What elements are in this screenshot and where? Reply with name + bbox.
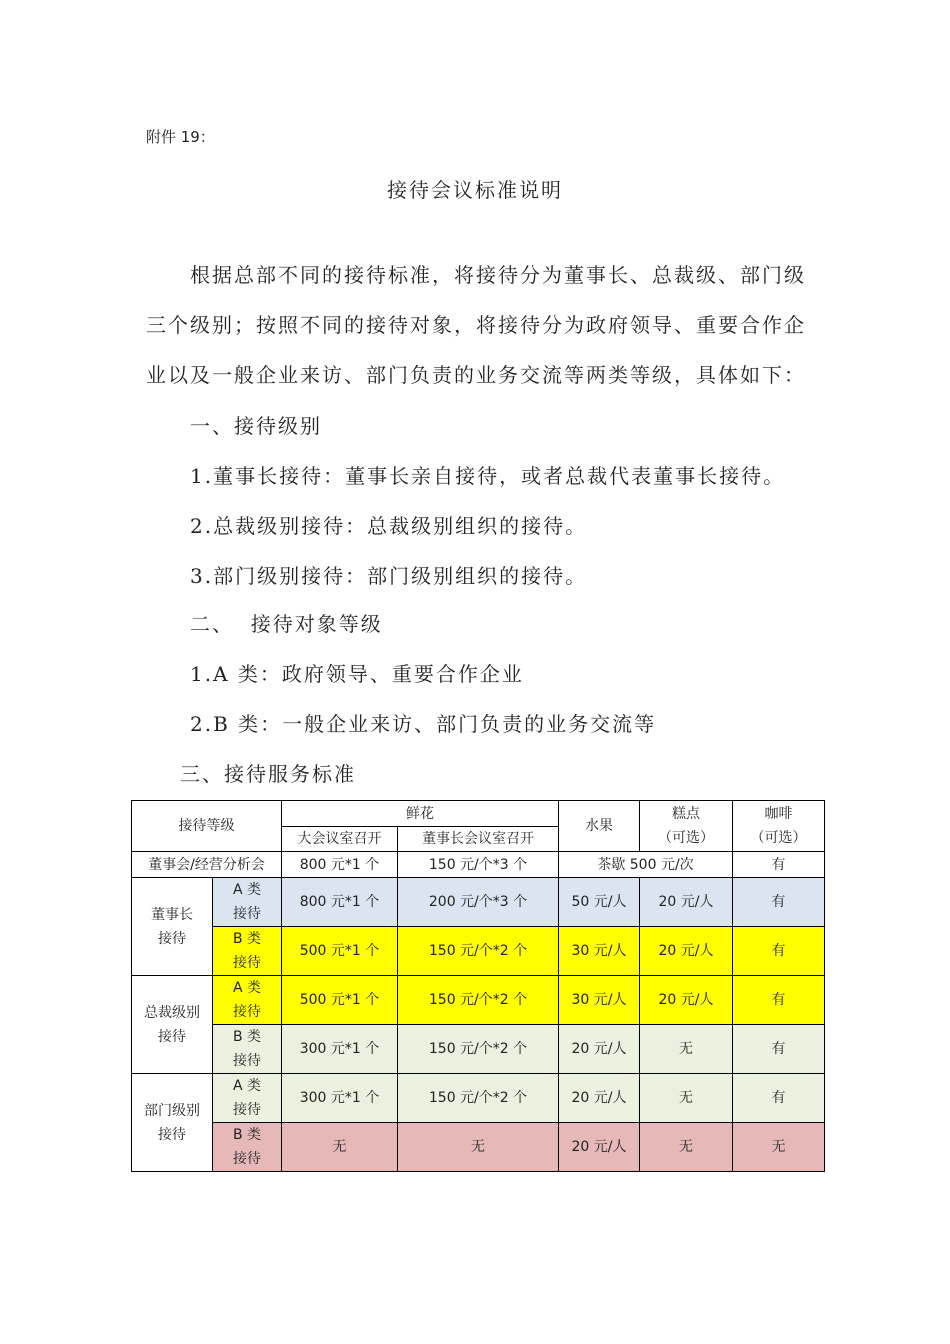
cell-chair: 150 元/个*2 个 xyxy=(398,927,559,976)
header-cake-optional: （可选） xyxy=(658,830,714,846)
table-row xyxy=(132,976,825,1025)
header-coffee xyxy=(733,801,825,852)
cell-cake: 无 xyxy=(640,1123,733,1172)
section-1-item: 2.总裁级别接待：总裁级别组织的接待。 xyxy=(190,514,588,538)
class-label-text: B 类接待 xyxy=(232,1029,262,1069)
section-1-title: 一、接待级别 xyxy=(190,414,322,438)
board-tea: 茶歇 500 元/次 xyxy=(559,852,733,878)
board-big: 800 元*1 个 xyxy=(282,852,398,878)
header-level: 接待等级 xyxy=(132,801,282,852)
header-flowers: 鲜花 xyxy=(282,801,559,827)
cell-chair: 150 元/个*2 个 xyxy=(398,976,559,1025)
table-row xyxy=(132,1025,825,1074)
class-label xyxy=(213,1025,282,1074)
section-1-item: 1.董事长接待：董事长亲自接待，或者总裁代表董事长接待。 xyxy=(190,464,786,488)
cell-cake: 20 元/人 xyxy=(640,878,733,927)
header-coffee-optional: （可选） xyxy=(750,830,807,846)
table-row xyxy=(132,878,825,927)
cell-chair: 无 xyxy=(398,1123,559,1172)
cell-big: 500 元*1 个 xyxy=(282,927,398,976)
board-chair: 150 元/个*3 个 xyxy=(398,852,559,878)
class-label xyxy=(213,927,282,976)
header-fruit: 水果 xyxy=(559,801,640,852)
section-1-item: 3.部门级别接待：部门级别组织的接待。 xyxy=(190,564,588,588)
group-label xyxy=(132,976,213,1074)
group-label-text: 总裁级别接待 xyxy=(144,1004,200,1045)
cell-chair: 150 元/个*2 个 xyxy=(398,1074,559,1123)
section-2-item: 1.A 类：政府领导、重要合作企业 xyxy=(190,662,524,686)
header-cake xyxy=(640,801,733,852)
cell-fruit: 30 元/人 xyxy=(559,976,640,1025)
intro-paragraph xyxy=(146,250,816,400)
table-header-row xyxy=(132,801,825,827)
cell-big: 800 元*1 个 xyxy=(282,878,398,927)
table-row xyxy=(132,1123,825,1172)
class-label xyxy=(213,976,282,1025)
cell-cake: 20 元/人 xyxy=(640,927,733,976)
group-label xyxy=(132,878,213,976)
group-label-text: 董事长接待 xyxy=(151,906,193,947)
cell-cake: 无 xyxy=(640,1025,733,1074)
group-label-text: 部门级别接待 xyxy=(144,1102,200,1143)
document-title: 接待会议标准说明 xyxy=(387,178,563,202)
class-label-text: A 类接待 xyxy=(232,1078,262,1118)
header-big-room: 大会议室召开 xyxy=(282,827,398,852)
cell-fruit: 30 元/人 xyxy=(559,927,640,976)
cell-chair: 200 元/个*3 个 xyxy=(398,878,559,927)
cell-fruit: 20 元/人 xyxy=(559,1123,640,1172)
table-row-board xyxy=(132,852,825,878)
board-label: 董事会/经营分析会 xyxy=(132,852,282,878)
cell-coffee: 有 xyxy=(733,927,825,976)
section-3-title: 三、接待服务标准 xyxy=(180,762,356,786)
cell-coffee: 有 xyxy=(733,878,825,927)
table-row xyxy=(132,1074,825,1123)
cell-big: 300 元*1 个 xyxy=(282,1074,398,1123)
board-coffee: 有 xyxy=(733,852,825,878)
header-coffee-label: 咖啡 xyxy=(764,806,793,822)
cell-coffee: 无 xyxy=(733,1123,825,1172)
cell-big: 500 元*1 个 xyxy=(282,976,398,1025)
cell-coffee: 有 xyxy=(733,1074,825,1123)
class-label xyxy=(213,1123,282,1172)
cell-chair: 150 元/个*2 个 xyxy=(398,1025,559,1074)
class-label-text: B 类接待 xyxy=(232,1127,262,1167)
cell-big: 300 元*1 个 xyxy=(282,1025,398,1074)
section-2-item: 2.B 类：一般企业来访、部门负责的业务交流等 xyxy=(190,712,657,736)
header-chair-room: 董事长会议室召开 xyxy=(398,827,559,852)
cell-coffee: 有 xyxy=(733,976,825,1025)
reception-standard-table xyxy=(131,800,825,1172)
attachment-label: 附件 19： xyxy=(146,128,215,146)
cell-fruit: 50 元/人 xyxy=(559,878,640,927)
cell-cake: 20 元/人 xyxy=(640,976,733,1025)
cell-big: 无 xyxy=(282,1123,398,1172)
group-label xyxy=(132,1074,213,1172)
cell-fruit: 20 元/人 xyxy=(559,1025,640,1074)
table-row xyxy=(132,927,825,976)
class-label xyxy=(213,878,282,927)
cell-cake: 无 xyxy=(640,1074,733,1123)
class-label-text: A 类接待 xyxy=(232,882,262,922)
cell-coffee: 有 xyxy=(733,1025,825,1074)
section-2-title: 二、 接待对象等级 xyxy=(190,612,383,636)
header-cake-label: 糕点 xyxy=(672,806,700,822)
cell-fruit: 20 元/人 xyxy=(559,1074,640,1123)
class-label xyxy=(213,1074,282,1123)
class-label-text: B 类接待 xyxy=(232,931,262,971)
intro-text: 根据总部不同的接待标准，将接待分为董事长、总裁级、部门级三个级别；按照不同的接待对象，将接待分为政府领导、重要合作企业以及一般企业来访、部门负责的业务交流等两类等级，具体如下： xyxy=(146,263,806,387)
class-label-text: A 类接待 xyxy=(232,980,262,1020)
